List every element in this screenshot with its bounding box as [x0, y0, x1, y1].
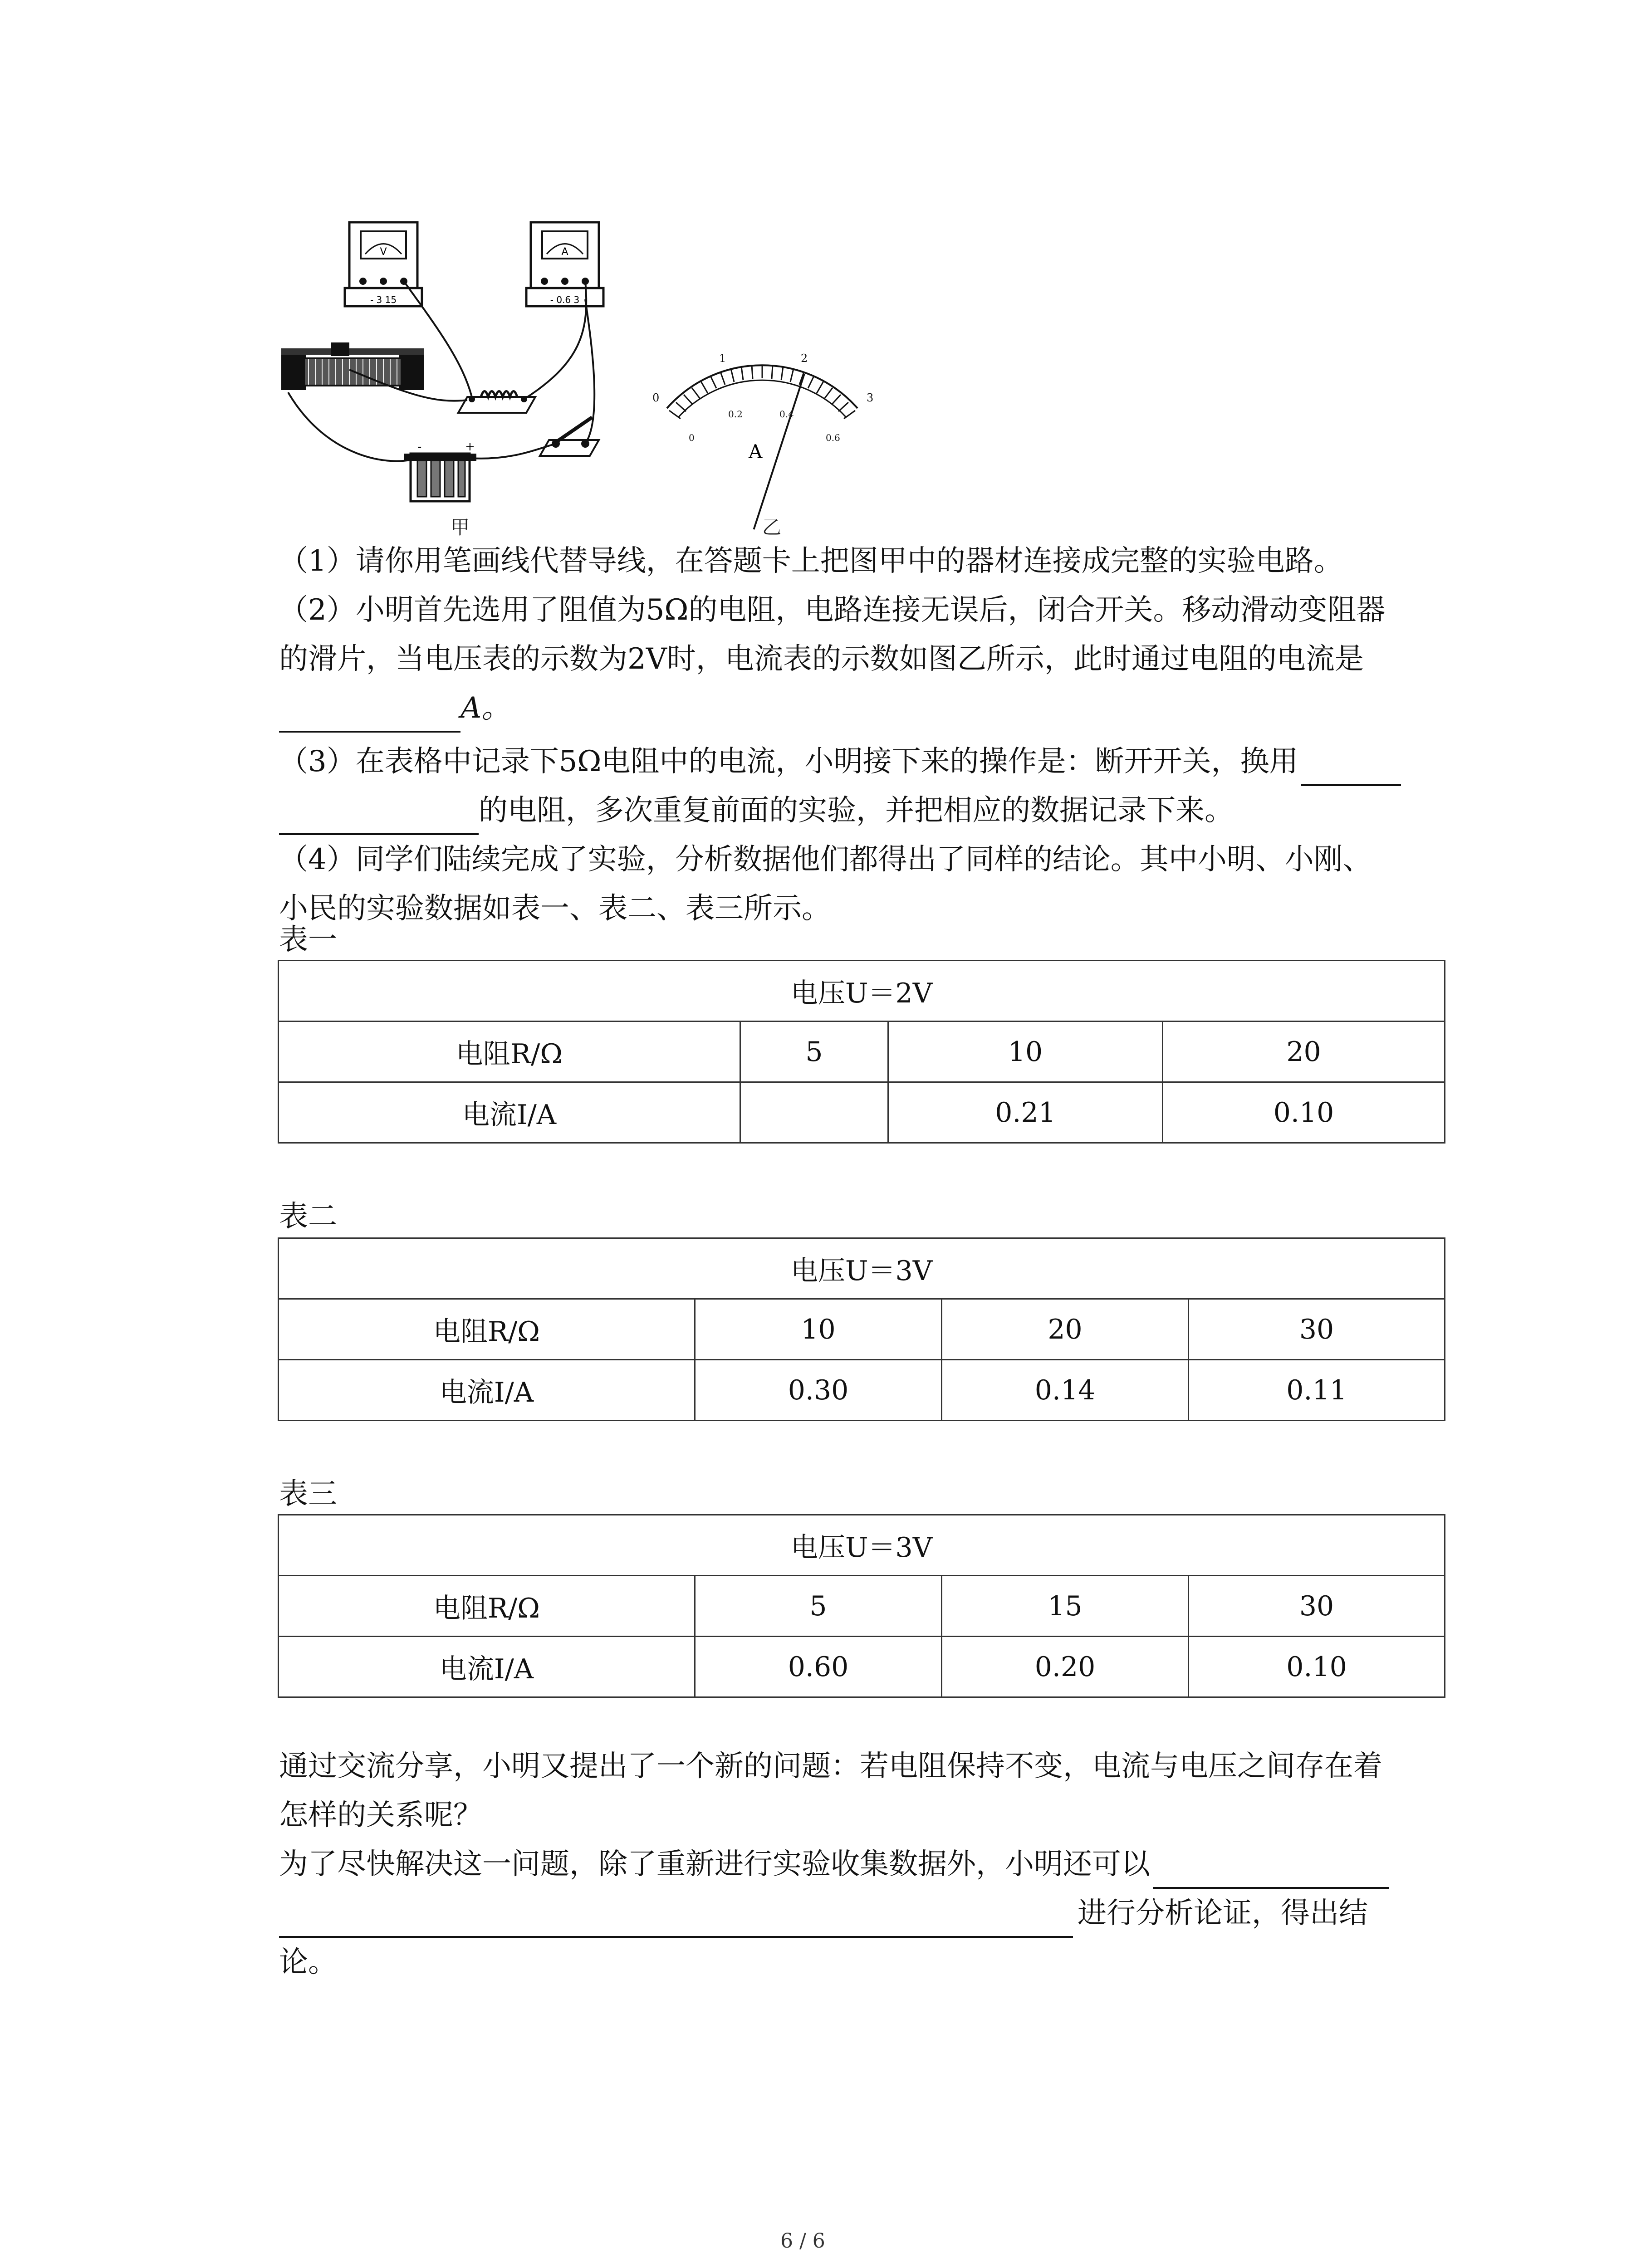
svg-text:0: 0: [652, 391, 660, 404]
svg-text:1: 1: [719, 352, 726, 365]
table-cell: 20: [942, 1299, 1189, 1360]
svg-text:2: 2: [801, 352, 808, 365]
table-cell: 0.10: [1189, 1637, 1445, 1697]
svg-text:V: V: [380, 246, 387, 258]
closing-line-2: 怎样的关系呢？: [279, 1799, 482, 1832]
closing-block: [279, 1742, 1440, 1987]
closing-line-1: 通过交流分享，小明又提出了一个新的问题：若电阻保持不变，电流与电压之间存在着: [279, 1750, 1382, 1783]
table-cell: 30: [1189, 1576, 1445, 1637]
answer-blank-method-2[interactable]: [279, 1900, 1073, 1938]
dial-unit-label: A: [749, 440, 763, 463]
table-2-current-label: 电流I/A: [279, 1360, 695, 1421]
question-1: （1）请你用笔画线代替导线，在答题卡上把图甲中的器材连接成完整的实验电路。: [279, 544, 1343, 578]
table-cell: 0.21: [888, 1082, 1163, 1143]
table-cell: 10: [888, 1022, 1163, 1082]
question-4-line-1: （4）同学们陆续完成了实验，分析数据他们都得出了同样的结论。其中小明、小刚、: [279, 843, 1372, 876]
table-cell-empty[interactable]: [740, 1082, 888, 1143]
question-2-answer-line: [279, 684, 1440, 737]
table-2: [278, 1237, 1445, 1421]
table-cell: 20: [1163, 1022, 1445, 1082]
answer-blank-current[interactable]: [279, 694, 460, 733]
ammeter-icon: [526, 222, 603, 306]
table-1: [278, 960, 1445, 1144]
table-1-resistance-label: 电阻R/Ω: [279, 1022, 740, 1082]
svg-text:0.6: 0.6: [826, 432, 840, 443]
svg-text:+: +: [465, 440, 475, 454]
resistor-icon: [458, 391, 535, 413]
closing-line-4: [279, 1889, 1440, 1938]
dial-bottom-scale: [689, 409, 840, 443]
questions-block: [279, 537, 1440, 933]
closing-line-5: 论。: [279, 1945, 337, 1979]
table-cell: 10: [695, 1299, 942, 1360]
svg-text:3: 3: [867, 391, 874, 404]
closing-text-4: 进行分析论证，得出结: [1078, 1897, 1368, 1930]
svg-text:A: A: [561, 246, 568, 258]
table-cell: 0.60: [695, 1637, 942, 1697]
table-3: [278, 1514, 1445, 1698]
figure-jia-label: 甲: [451, 516, 470, 538]
question-3-line-1: [279, 737, 1440, 786]
switch-icon: [540, 417, 599, 456]
svg-text:- 0.6 3: - 0.6 3: [550, 294, 580, 305]
table-cell: 30: [1189, 1299, 1445, 1360]
question-3-line-2: [279, 786, 1440, 835]
svg-text:0: 0: [689, 432, 695, 443]
table-cell: 0.11: [1189, 1360, 1445, 1421]
answer-blank-resistor-2[interactable]: [279, 797, 479, 835]
circuit-apparatus-figure: [272, 213, 653, 549]
closing-text-3: 为了尽快解决这一问题，除了重新进行实验收集数据外，小明还可以: [279, 1848, 1150, 1881]
dial-ticks: [669, 365, 855, 419]
table-3-caption: 表三: [279, 1477, 337, 1511]
table-cell: 0.14: [942, 1360, 1189, 1421]
table-2-header: 电压U＝3V: [279, 1238, 1445, 1299]
question-4-line-2: 小民的实验数据如表一、表二、表三所示。: [279, 892, 831, 925]
table-cell: 5: [740, 1022, 888, 1082]
answer-blank-resistor-1[interactable]: [1301, 748, 1401, 786]
svg-text:- 3 15: - 3 15: [370, 294, 397, 305]
table-1-current-label: 电流I/A: [279, 1082, 740, 1143]
closing-line-3: [279, 1840, 1440, 1889]
svg-text:-: -: [417, 440, 422, 454]
svg-text:0.4: 0.4: [779, 409, 794, 420]
table-2-resistance-label: 电阻R/Ω: [279, 1299, 695, 1360]
table-cell: 0.10: [1163, 1082, 1445, 1143]
table-2-caption: 表二: [279, 1200, 337, 1233]
question-2-unit: A。: [460, 691, 511, 725]
question-3-text: （3）在表格中记录下5Ω电阻中的电流，小明接下来的操作是：断开开关，换用: [279, 745, 1298, 778]
table-cell: 0.20: [942, 1637, 1189, 1697]
table-3-header: 电压U＝3V: [279, 1515, 1445, 1576]
question-2-line-2: 的滑片，当电压表的示数为2V时，电流表的示数如图乙所示，此时通过电阻的电流是: [279, 642, 1364, 676]
page-number: 6 / 6: [780, 2229, 825, 2253]
svg-text:0.2: 0.2: [728, 409, 743, 420]
answer-blank-method-1[interactable]: [1153, 1851, 1389, 1889]
voltmeter-icon: [345, 222, 422, 306]
table-1-header: 电压U＝2V: [279, 961, 1445, 1022]
table-cell: 5: [695, 1576, 942, 1637]
question-2-line-1: （2）小明首先选用了阻值为5Ω的电阻，电路连接无误后，闭合开关。移动滑动变阻器: [279, 593, 1386, 627]
battery-icon: [404, 440, 476, 501]
question-3-text-2: 的电阻，多次重复前面的实验，并把相应的数据记录下来。: [479, 794, 1234, 827]
table-3-current-label: 电流I/A: [279, 1637, 695, 1697]
table-cell: 0.30: [695, 1360, 942, 1421]
figure-yi-label: 乙: [762, 516, 782, 538]
table-3-resistance-label: 电阻R/Ω: [279, 1576, 695, 1637]
table-cell: 15: [942, 1576, 1189, 1637]
table-1-caption: 表一: [279, 923, 337, 957]
ammeter-dial-figure: [635, 322, 889, 535]
rheostat-icon: [281, 342, 424, 390]
